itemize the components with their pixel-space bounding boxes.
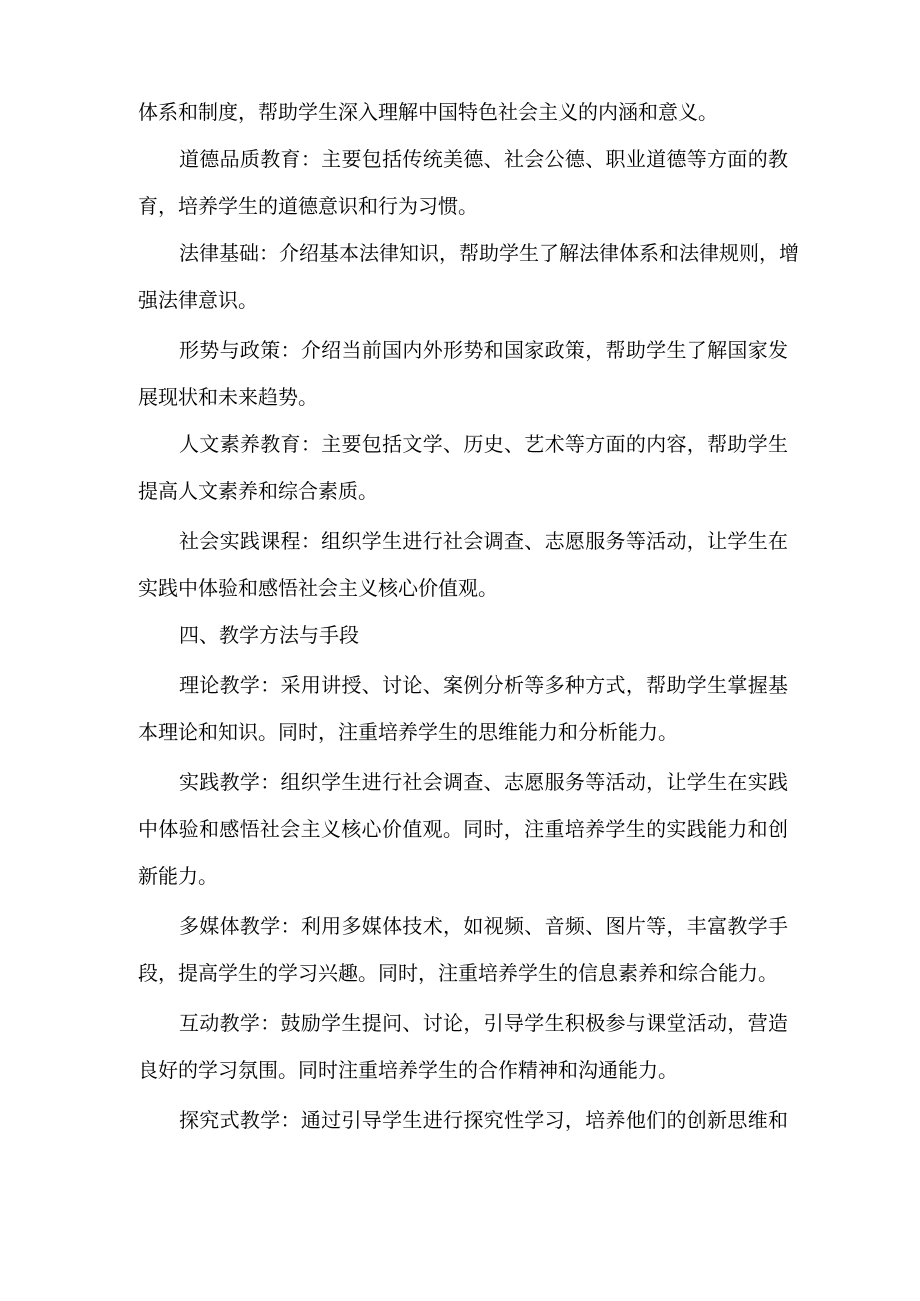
paragraph-line: 实践中体验和感悟社会主义核心价值观。 [138,576,498,600]
paragraph-line: 多媒体教学：利用多媒体技术，如视频、音频、图片等，丰富教学手 [179,914,788,938]
paragraph-line: 法律基础：介绍基本法律知识，帮助学生了解法律体系和法律规则，增 [179,241,799,265]
paragraph-line: 理论教学：采用讲授、讨论、案例分析等多种方式，帮助学生掌握基 [179,673,788,697]
paragraph-line: 人文素养教育：主要包括文学、历史、艺术等方面的内容，帮助学生 [179,432,788,456]
paragraph-line: 社会实践课程：组织学生进行社会调查、志愿服务等活动，让学生在 [179,529,788,553]
paragraph-line: 育，培养学生的道德意识和行为习惯。 [138,194,478,218]
section-heading: 四、教学方法与手段 [179,623,359,647]
paragraph-line: 新能力。 [138,864,218,888]
paragraph-line: 中体验和感悟社会主义核心价值观。同时，注重培养学生的实践能力和创 [138,817,788,841]
paragraph-line: 提高人文素养和综合素质。 [138,479,378,503]
paragraph-line: 展现状和未来趋势。 [138,385,318,409]
paragraph-line: 实践教学：组织学生进行社会调查、志愿服务等活动，让学生在实践 [179,770,788,794]
paragraph-line: 探究式教学：通过引导学生进行探究性学习，培养他们的创新思维和 [179,1108,788,1132]
paragraph-line: 道德品质教育：主要包括传统美德、社会公德、职业道德等方面的教 [179,147,788,171]
paragraph-line: 本理论和知识。同时，注重培养学生的思维能力和分析能力。 [138,720,678,744]
paragraph-line: 体系和制度，帮助学生深入理解中国特色社会主义的内涵和意义。 [138,100,718,124]
paragraph-line: 段，提高学生的学习兴趣。同时，注重培养学生的信息素养和综合能力。 [138,961,778,985]
paragraph-line: 形势与政策：介绍当前国内外形势和国家政策，帮助学生了解国家发 [179,338,788,362]
paragraph-line: 互动教学：鼓励学生提问、讨论，引导学生积极参与课堂活动，营造 [179,1011,788,1035]
paragraph-line: 强法律意识。 [138,288,258,312]
paragraph-line: 良好的学习氛围。同时注重培养学生的合作精神和沟通能力。 [138,1058,678,1082]
